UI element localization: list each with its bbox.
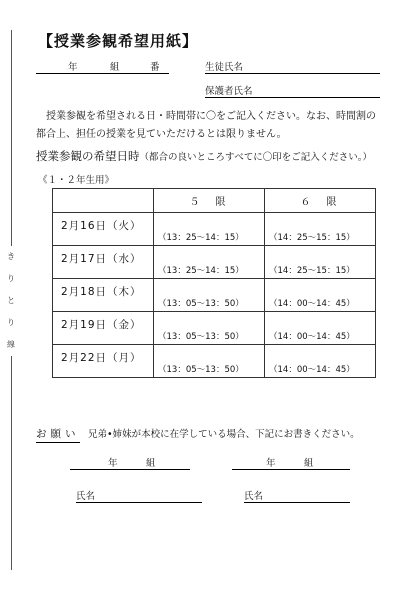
grade-label: 年	[68, 62, 78, 73]
sibling-1-name-label: 氏名	[76, 491, 96, 502]
schedule-table	[52, 188, 376, 378]
intro-text	[36, 108, 376, 144]
sibling-1-class-label: 組	[146, 458, 156, 469]
intro-line-2: 都合上、担任の授業を見ていただけるとは限りません。	[36, 129, 287, 140]
date-cell	[53, 345, 154, 378]
request-text: 兄弟•姉妹が本校に在学している場合、下記にお書きください。	[88, 429, 360, 440]
cut-label-char: 線	[7, 340, 15, 349]
grade-group-label: 《１・２年生用》	[38, 175, 115, 186]
period-5-header: ５ 限	[154, 189, 265, 213]
sibling-2-grade-label: 年	[266, 458, 276, 469]
time-text: （13：05～13：50）	[158, 332, 244, 342]
number-label: 番	[150, 62, 160, 73]
table-row	[53, 213, 376, 246]
table-row	[53, 246, 376, 279]
table-row	[53, 279, 376, 312]
heading-note: （都合の良いところすべてに〇印をご記入ください。）	[139, 152, 373, 163]
sibling-2-name-label: 氏名	[244, 491, 264, 502]
time-text: （14：00～14：45）	[269, 299, 355, 309]
table-row	[53, 345, 376, 378]
period-6-cell[interactable]	[265, 246, 376, 279]
date-text: 2月16日（火）	[61, 220, 142, 232]
sibling-2-class-label: 組	[304, 458, 314, 469]
period-6-header: ６ 限	[265, 189, 376, 213]
section-heading	[36, 148, 372, 164]
period-5-cell[interactable]	[154, 312, 265, 345]
time-text: （14：00～14：45）	[269, 365, 355, 375]
period-6-cell[interactable]	[265, 312, 376, 345]
time-text: （13：25～14：15）	[158, 233, 244, 243]
date-cell	[53, 279, 154, 312]
sibling-1-grade-class-field[interactable]	[70, 454, 190, 470]
period-5-cell[interactable]	[154, 213, 265, 246]
student-name-label: 生徒氏名	[205, 62, 244, 73]
period-5-cell[interactable]	[154, 345, 265, 378]
cut-line-label	[4, 246, 18, 356]
date-cell	[53, 246, 154, 279]
time-text: （14：25～15：15）	[269, 266, 355, 276]
cut-label-char: と	[7, 296, 15, 305]
form-title: 【授業参観希望用紙】	[38, 32, 199, 50]
cut-label-char: き	[7, 252, 15, 261]
period-6-cell[interactable]	[265, 345, 376, 378]
intro-line-1: 授業参観を希望される日・時間帯に〇をご記入ください。なお、時間割の	[46, 111, 376, 122]
date-text: 2月18日（木）	[61, 286, 142, 298]
time-text: （13：05～13：50）	[158, 299, 244, 309]
time-text: （14：00～14：45）	[269, 332, 355, 342]
request-label: お願い	[36, 426, 80, 443]
table-header-row	[53, 189, 376, 213]
date-cell	[53, 312, 154, 345]
period-6-cell[interactable]	[265, 279, 376, 312]
table-row	[53, 312, 376, 345]
date-text: 2月17日（水）	[61, 253, 142, 265]
period-5-cell[interactable]	[154, 246, 265, 279]
cut-label-char: り	[7, 318, 15, 327]
class-label: 組	[110, 62, 120, 73]
date-text: 2月19日（金）	[61, 319, 142, 331]
heading-text: 授業参観の希望日時	[36, 149, 140, 163]
date-text: 2月22日（月）	[61, 352, 142, 364]
date-cell	[53, 213, 154, 246]
time-text: （13：25～14：15）	[158, 266, 244, 276]
guardian-name-label: 保護者氏名	[205, 86, 253, 97]
period-6-cell[interactable]	[265, 213, 376, 246]
sibling-2-grade-class-field[interactable]	[232, 454, 350, 470]
time-text: （13：05～13：50）	[158, 365, 244, 375]
date-column-header	[53, 189, 154, 213]
period-5-cell[interactable]	[154, 279, 265, 312]
sibling-1-grade-label: 年	[108, 458, 118, 469]
time-text: （14：25～15：15）	[269, 233, 355, 243]
cut-label-char: り	[7, 274, 15, 283]
